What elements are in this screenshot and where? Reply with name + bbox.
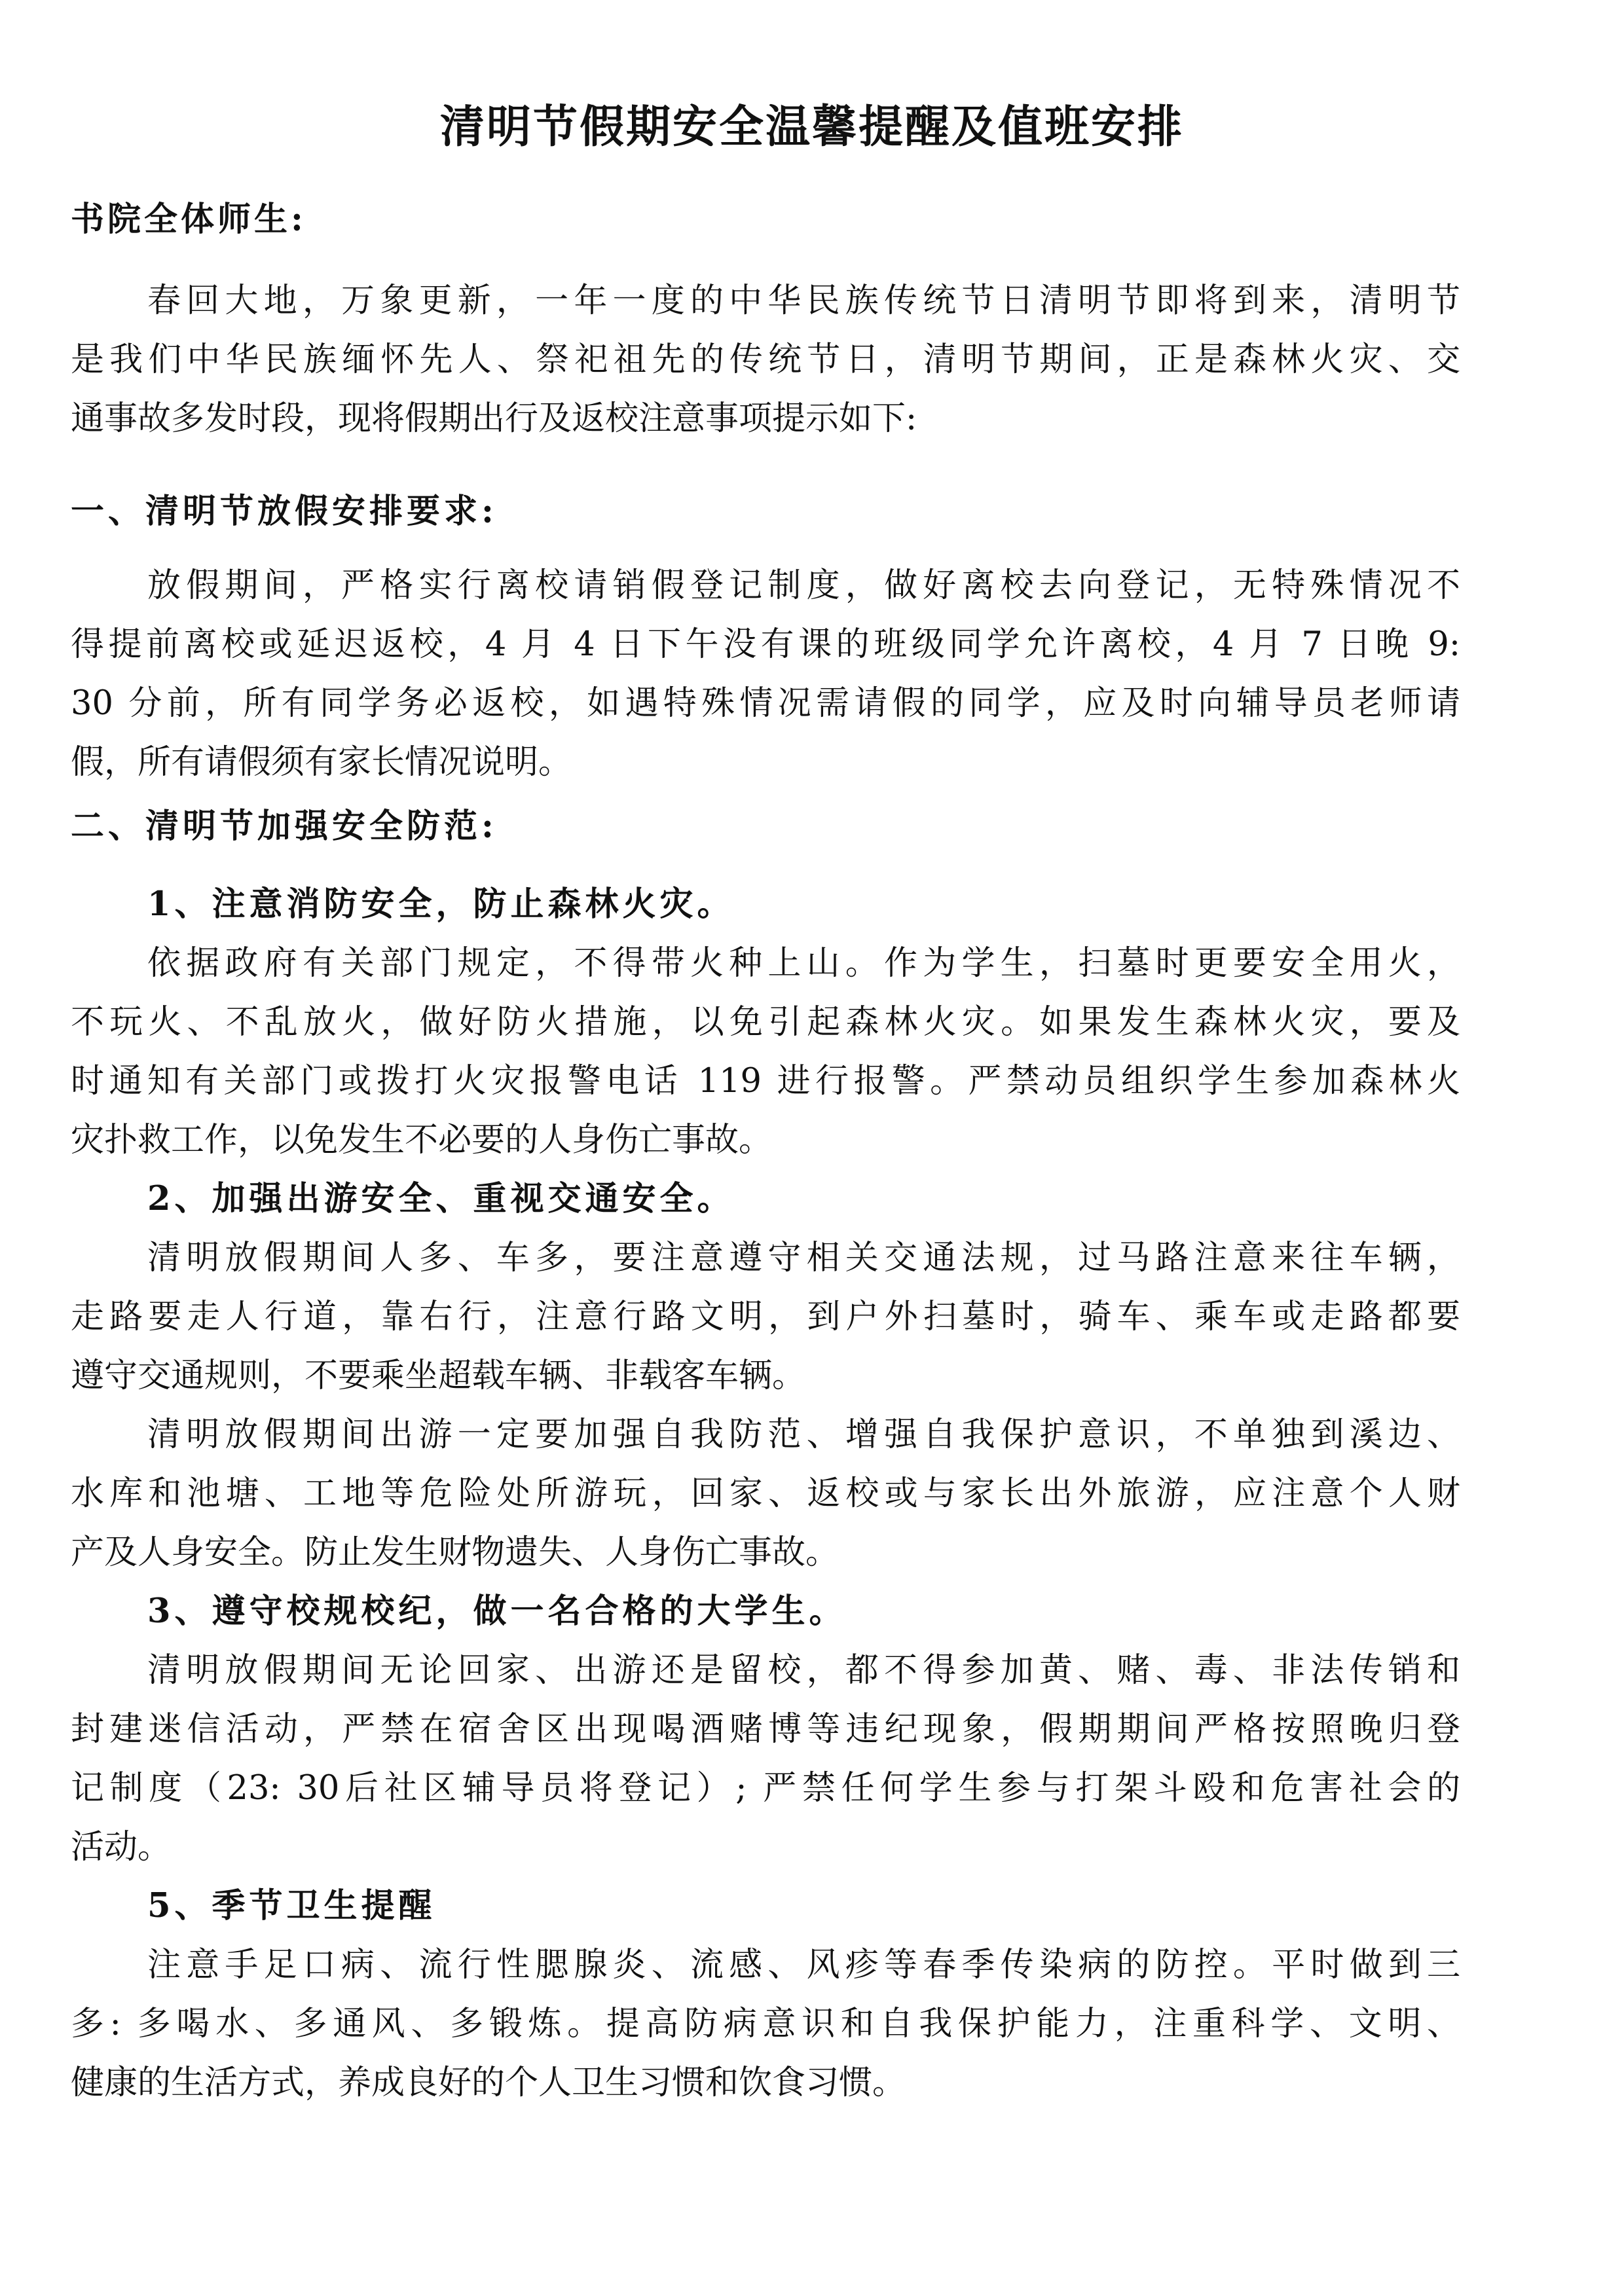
section-heading: 二、清明节加强安全防范:: [71, 807, 498, 846]
item5-line: 注意手足口病、流行性腮腺炎、流感、风疹等春季传染病的防控。平时做到三: [147, 1946, 1460, 1984]
section1-line: 得提前离校或延迟返校，4 月 4 日下午没有课的班级同学允许离校，4 月 7 日晚 9:: [71, 625, 1460, 664]
section1-line: 假，所有请假须有家长情况说明。: [71, 743, 572, 782]
item1-line: 时通知有关部门或拨打火灾报警电话 119 进行报警。严禁动员组织学生参加森林火: [71, 1062, 1460, 1101]
item2-line: 产及人身安全。防止发生财物遗失、人身伤亡事故。: [71, 1533, 840, 1572]
intro-line: 通事故多发时段，现将假期出行及返校注意事项提示如下:: [71, 399, 917, 438]
item2-line: 清明放假期间人多、车多，要注意遵守相关交通法规，过马路注意来往车辆，: [147, 1239, 1460, 1277]
item1-line: 灾扑救工作，以免发生不必要的人身伤亡事故。: [71, 1121, 773, 1159]
subsection-heading: 1、注意消防安全，防止森林火灾。: [147, 884, 735, 924]
intro-line: 春回大地，万象更新，一年一度的中华民族传统节日清明节即将到来，清明节: [147, 282, 1460, 320]
subsection-heading: 3、遵守校规校纪，做一名合格的大学生。: [147, 1592, 847, 1631]
item2-line: 清明放假期间出游一定要加强自我防范、增强自我保护意识，不单独到溪边、: [147, 1415, 1460, 1454]
item2-line: 遵守交通规则，不要乘坐超载车辆、非载客车辆。: [71, 1357, 806, 1395]
item3-line: 封建迷信活动，严禁在宿舍区出现喝酒赌博等违纪现象，假期期间严格按照晚归登: [71, 1710, 1460, 1749]
document-title: 清明节假期安全温馨提醒及值班安排: [439, 101, 1184, 153]
section1-line: 30 分前，所有同学务必返校，如遇特殊情况需请假的同学，应及时向辅导员老师请: [71, 684, 1460, 723]
item2-line: 走路要走人行道，靠右行，注意行路文明，到户外扫墓时，骑车、乘车或走路都要: [71, 1298, 1460, 1336]
item5-line: 健康的生活方式，养成良好的个人卫生习惯和饮食习惯。: [71, 2064, 906, 2102]
item5-line: 多: 多喝水、多通风、多锻炼。提高防病意识和自我保护能力，注重科学、文明、: [71, 2005, 1460, 2043]
item3-line: 活动。: [71, 1828, 172, 1867]
intro-line: 是我们中华民族缅怀先人、祭祀祖先的传统节日，清明节期间，正是森林火灾、交: [71, 340, 1460, 379]
subsection-heading: 5、季节卫生提醒: [147, 1886, 436, 1925]
item2-line: 水库和池塘、工地等危险处所游玩，回家、返校或与家长出外旅游，应注意个人财: [71, 1474, 1460, 1513]
subsection-heading: 2、加强出游安全、重视交通安全。: [147, 1179, 735, 1218]
item1-line: 依据政府有关部门规定，不得带火种上山。作为学生，扫墓时更要安全用火，: [147, 944, 1460, 983]
salutation: 书院全体师生:: [71, 200, 306, 239]
item1-line: 不玩火、不乱放火，做好防火措施，以免引起森林火灾。如果发生森林火灾，要及: [71, 1003, 1460, 1042]
item3-line: 记制度（23: 30后社区辅导员将登记）; 严禁任何学生参与打架斗殴和危害社会的: [71, 1769, 1460, 1808]
section1-line: 放假期间，严格实行离校请销假登记制度，做好离校去向登记，无特殊情况不: [147, 566, 1460, 605]
item3-line: 清明放假期间无论回家、出游还是留校，都不得参加黄、赌、毒、非法传销和: [147, 1651, 1460, 1690]
section-heading: 一、清明节放假安排要求:: [71, 492, 498, 531]
